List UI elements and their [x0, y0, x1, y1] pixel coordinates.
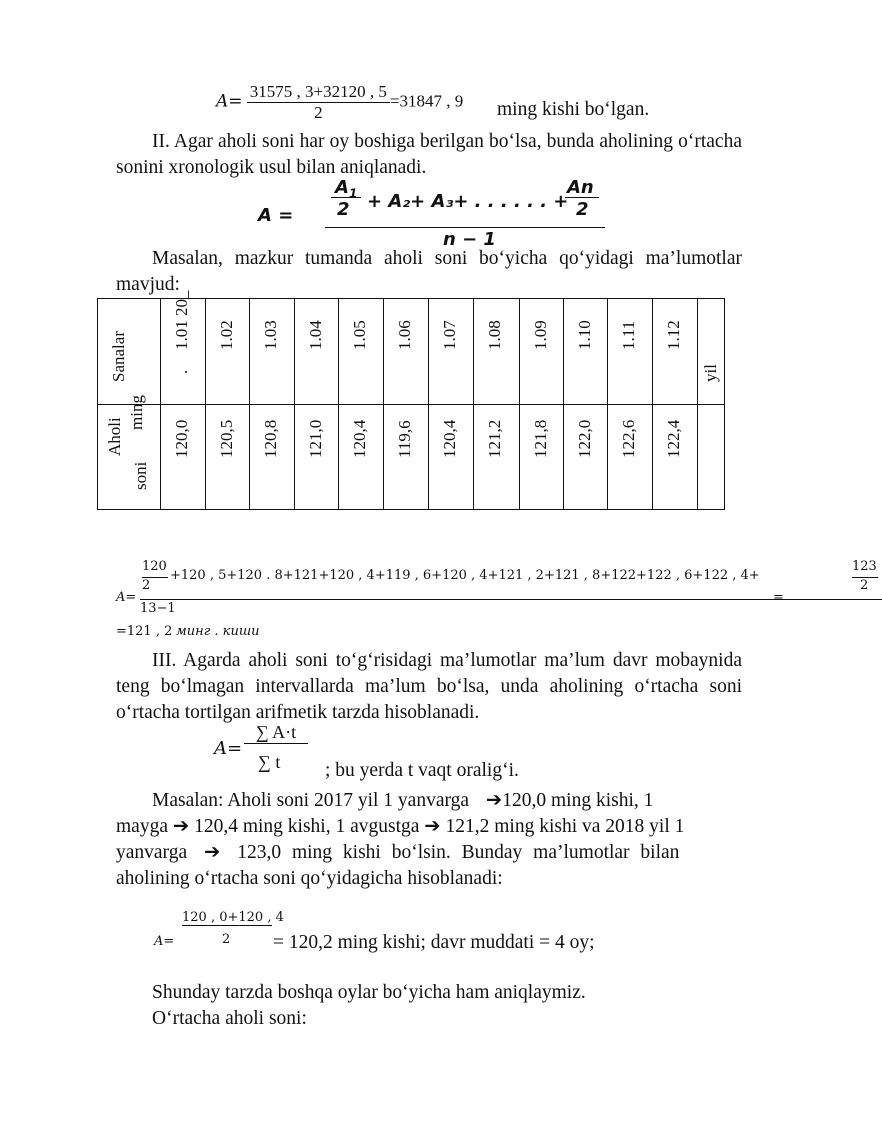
formula-3-denominator: 13−1 — [140, 601, 176, 616]
value-label: 122,4 — [664, 419, 683, 458]
arrow-icon: ➔ — [203, 842, 221, 863]
date-label: 1.12 — [664, 320, 683, 350]
header-label: Sanalar — [109, 331, 128, 382]
table-cell-value — [652, 404, 697, 510]
value-label: 121,8 — [531, 419, 550, 458]
table-cell-value — [607, 404, 652, 510]
table-cell-date — [652, 299, 697, 404]
paragraph-ii: II. Agar aholi soni har oy boshiga berilgan bo‘lsa, bunda aholining o‘rtacha sonini xronologik usul bilan aniqlanadi. — [116, 131, 742, 178]
table-cell-date — [607, 299, 652, 404]
table-cell-value — [519, 404, 563, 510]
table-cell-date — [383, 299, 428, 404]
example2-line-1: Masalan: Aholi soni 2017 yil 1 yanvarga ➔120,0 ming kishi, 1 — [152, 790, 654, 811]
value-label: 120,4 — [350, 419, 369, 458]
header-label: ming — [127, 395, 146, 430]
table-cell-date — [473, 299, 519, 404]
value-label: 121,2 — [485, 419, 504, 458]
table-cell-value — [338, 404, 383, 510]
paragraph-example: Masalan, mazkur tumanda aholi soni bo‘yicha qo‘yidagi ma’lumotlar mavjud: — [116, 248, 742, 295]
formula-3-first-den: 2 — [142, 578, 151, 593]
formula-3-last-den: 2 — [860, 578, 869, 593]
value-label: 122,0 — [575, 419, 594, 458]
population-table — [97, 290, 725, 510]
value-label: 122,6 — [619, 419, 638, 458]
formula-1-lhs: A — [216, 91, 229, 112]
formula-4-note: ; bu yerda t vaqt oralig‘i. — [325, 760, 519, 781]
arrow-icon: ➔ — [424, 816, 441, 837]
value-label: 121,0 — [306, 419, 325, 458]
formula-2-a1: $A_1$ — [335, 177, 358, 201]
formula-5-numerator: 120 , 0+120 , 4 — [182, 910, 284, 925]
formula-5-lhs: A= — [154, 934, 175, 949]
table-cell-date — [160, 290, 205, 404]
table-cell-value — [249, 404, 294, 510]
table-cell-value — [205, 404, 249, 510]
formula-4-denominator: ∑ t — [258, 752, 281, 772]
arrow-icon: ➔ — [172, 816, 190, 837]
table-header-sanalar — [98, 299, 160, 404]
table-cell-date — [205, 299, 249, 404]
table-cell-value — [473, 404, 519, 510]
table-cell-value — [383, 404, 428, 510]
date-label: 1.04 — [306, 320, 325, 350]
example2-line-2: mayga ➔ 120,4 ming kishi, 1 avgustga ➔ 121,2 ming kishi va 2018 yil 1 — [116, 816, 685, 837]
formula-2-an: An — [567, 177, 594, 198]
table-cell-empty — [697, 404, 726, 510]
formula-3-first-num: 120 — [142, 559, 167, 574]
date-label: 1.06 — [395, 320, 414, 350]
date-label: 1.10 — [575, 320, 594, 350]
table-row-values — [98, 395, 724, 510]
date-label: 1.11 — [619, 320, 638, 350]
date-label: 1.09 — [531, 320, 550, 350]
formula-3-trailing: = — [773, 590, 784, 605]
paragraph-shunday: Shunday tarzda boshqa oylar bo‘yicha ham aniqlaymiz. — [152, 982, 586, 1003]
header-label: Aholi — [105, 417, 124, 456]
formula-3 — [116, 556, 877, 642]
header-label: soni — [131, 461, 150, 490]
formula-3-numerator — [140, 556, 882, 600]
formula-2-denominator: n − 1 — [443, 229, 496, 250]
formula-1: A= $\frac{31575 , 3+32120 , 5}{2}$ =31847 , 9 — [216, 82, 464, 122]
date-label: 1.03 — [261, 320, 280, 350]
formula-5-denominator: 2 — [222, 932, 231, 947]
formula-1-numerator: 31575 , 3+32120 , 5 — [247, 82, 390, 103]
paragraph-ortacha: O‘rtacha aholi soni: — [152, 1008, 307, 1029]
table-cell-date — [294, 299, 338, 404]
year-label: yil — [701, 364, 720, 382]
date-extra: . — [172, 369, 191, 374]
table-cell-date — [428, 299, 473, 404]
value-label: 119,6 — [395, 420, 414, 458]
date-label: 1.05 — [350, 320, 369, 350]
table-cell-value — [294, 404, 338, 510]
value-label: 120,8 — [261, 419, 280, 458]
date-label: 1.08 — [485, 320, 504, 350]
table-cell-date — [519, 299, 563, 404]
formula-1-fraction — [247, 82, 390, 123]
formula-1-denominator: 2 — [314, 103, 323, 122]
formula-3-lhs: A= — [116, 590, 137, 605]
formula-3-unit: минг . киши — [176, 624, 260, 639]
formula-1-result: =31847 , 9 — [389, 91, 464, 111]
formula-1-unit: ming kishi bo‘lgan. — [497, 99, 650, 120]
table-cell-value — [160, 404, 205, 510]
example2-line-4: aholining o‘rtacha soni qo‘yidagicha hisoblanadi: — [116, 868, 503, 889]
formula-2-an-den: 2 — [576, 199, 589, 220]
formula-2-a1-den: 2 — [337, 199, 350, 220]
formula-5-result: = 120,2 ming kishi; davr muddati = 4 oy; — [273, 932, 595, 953]
table-cell-value — [563, 404, 607, 510]
value-label: 120,5 — [217, 419, 236, 458]
date-label: 1.07 — [440, 320, 459, 350]
table-row-dates — [98, 290, 724, 405]
table-cell-date — [249, 299, 294, 404]
formula-3-last-num: 123 — [852, 559, 877, 574]
formula-2-middle: + A₂+ A₃+ . . . . . . + — [367, 191, 569, 212]
formula-4-lhs: A= — [214, 738, 243, 759]
value-label: 120,0 — [172, 419, 191, 458]
value-label: 120,4 — [440, 419, 459, 458]
table-cell-value — [428, 404, 473, 510]
date-label: 1.01 20_ — [172, 290, 191, 350]
formula-2-numerator — [325, 177, 605, 228]
table-cell-date — [338, 299, 383, 404]
formula-4-numerator: ∑ A·t — [244, 722, 308, 744]
formula-3-result: =121 , 2 — [116, 624, 173, 639]
date-label: 1.02 — [217, 320, 236, 350]
example2-line-3: yanvarga ➔ 123,0 ming kishi bo‘lsin. Bunday ma’lumotlar bilan — [116, 842, 680, 863]
table-header-aholi — [98, 395, 160, 510]
formula-2-lhs: A = — [258, 205, 294, 226]
arrow-icon: ➔ — [485, 790, 503, 811]
table-cell-yil — [697, 299, 726, 404]
formula-3-middle: +120 , 5+120 . 8+121+120 , 4+119 , 6+120 , 4+121 , 2+121 , 8+122+122 , 6+122 , 4+ — [170, 568, 760, 583]
table-cell-date — [563, 299, 607, 404]
paragraph-iii: III. Agarda aholi soni to‘g‘risidagi ma’lumotlar ma’lum davr mobaynida teng bo‘lmagan intervallarda ma’lum bo‘lsa, unda aholining o‘rtacha soni o‘rtacha tortilgan arifmetik tarzda hisoblanadi. — [116, 650, 742, 723]
